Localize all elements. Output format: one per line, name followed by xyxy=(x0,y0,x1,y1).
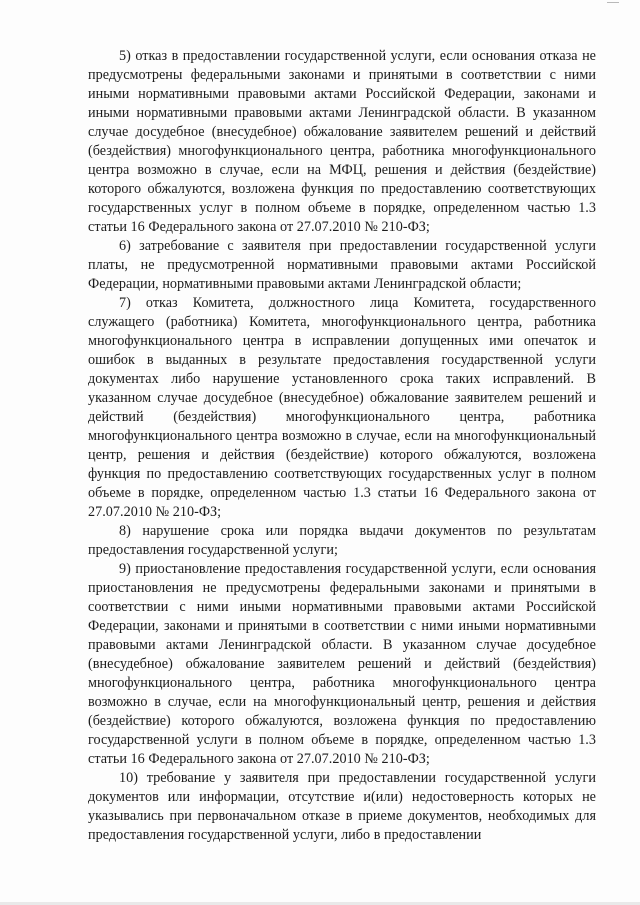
paragraph-item-6: 6) затребование с заявителя при предоставлении государственной услуги платы, не предусмотренной нормативными правовыми актами Российской Федерации, нормативными правовыми актами Ленинградской области; xyxy=(88,238,596,292)
paragraph-item-10: 10) требование у заявителя при предоставлении государственной услуги документов или информации, отсутствие и(или) недостоверность которых не указывались при первоначальном отказе в приеме документов, необходимых для предоставления государственной услуги, либо в предоставлении xyxy=(88,770,596,843)
paragraph-item-5: 5) отказ в предоставлении государственной услуги, если основания отказа не предусмотрены федеральными законами и принятыми в соответствии с ними иными нормативными правовыми актами Российской Федерации, законами и иными нормативными правовыми актами Ленинградской области. В указанном случае досудебное (внесудебное) обжалование заявителем решений и действий (бездействия) многофункционального центра, работника многофункционального центра возможно в случае, если на МФЦ, решения и действия (бездействие) которого обжалуются, возложена функция по предоставлению соответствующих государственных услуг в полном объеме в порядке, определенном частью 1.3 статьи 16 Федерального закона от 27.07.2010 № 210-ФЗ; xyxy=(88,48,596,235)
paragraph-item-8: 8) нарушение срока или порядка выдачи документов по результатам предоставления государственной услуги; xyxy=(88,523,596,558)
paragraph-item-7: 7) отказ Комитета, должностного лица Комитета, государственного служащего (работника) Комитета, многофункционального центра, работника многофункционального центра в исправлении допущенных ими опечаток и ошибок в выданных в результате предоставления государственной услуги документах либо нарушение установленного срока таких исправлений. В указанном случае досудебное (внесудебное) обжалование заявителем решений и действий (бездействия) многофункционального центра, работника многофункционального центра возможно в случае, если на многофункциональный центр, решения и действия (бездействие) которого обжалуются, возложена функция по предоставлению соответствующих государственных услуг в полном объеме в порядке, определенном частью 1.3 статьи 16 Федерального закона от 27.07.2010 № 210-ФЗ; xyxy=(88,295,596,520)
scan-artifact xyxy=(607,2,619,3)
document-body xyxy=(88,47,596,845)
paragraph-item-9: 9) приостановление предоставления государственной услуги, если основания приостановления не предусмотрены федеральными законами и принятыми в соответствии с ними иными нормативными правовыми актами Российской Федерации, законами и принятыми в соответствии с ними иными нормативными правовыми актами Ленинградской области. В указанном случае досудебное (внесудебное) обжалование заявителем решений и действий (бездействия) многофункционального центра, работника многофункционального центра возможно в случае, если на многофункциональный центр, решения и действия (бездействие) которого обжалуются, возложена функция по предоставлению государственной услуги в полном объеме в порядке, определенном частью 1.3 статьи 16 Федерального закона от 27.07.2010 № 210-ФЗ; xyxy=(88,561,596,767)
